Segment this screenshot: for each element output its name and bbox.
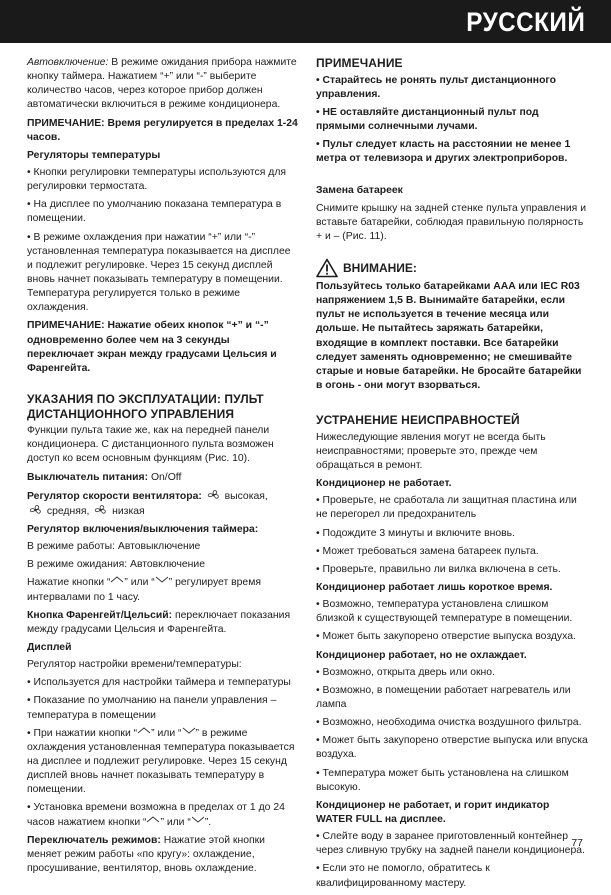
power-switch-value: On/Off [148, 471, 182, 483]
note-time-range: ПРИМЕЧАНИЕ: Время регулируется в пределах 1-24 часов. [27, 117, 298, 143]
display-item-text: • Установка времени возможна в пределах от 1 до 24 часов нажатием кнопки “ [27, 802, 285, 828]
language-header-bar [0, 0, 611, 43]
caret-up-icon [146, 816, 160, 823]
caret-down-icon [191, 816, 205, 823]
mode-switch-text: Нажатие этой кнопки меняет режим работы «по кругу»: охлаждение, просушивание, вентилятор, вновь охлаждение. [27, 834, 265, 874]
timer-adjust-text: Нажатие кнопки “ [27, 577, 111, 589]
troubleshooting-title: УСТРАНЕНИЕ НЕИСПРАВНОСТЕЙ [316, 413, 520, 428]
auto-on-label: Автовключение: [27, 57, 109, 68]
problem-item: • Возможно, открыта дверь или окно. [316, 666, 495, 678]
temp-controls-item: • На дисплее по умолчанию показана температура в помещении. [27, 199, 282, 225]
fan-icon [206, 489, 221, 501]
temp-controls-heading: Регуляторы температуры [27, 149, 161, 161]
note-celsius-fahrenheit: ПРИМЕЧАНИЕ: Нажатие обеих кнопок “+” и “-” одновременно более чем на 3 секунды переключает экран между градусами Цельсия и Фаренгейта. [27, 320, 277, 374]
note-item: • НЕ оставляйте дистанционный пульт под прямыми солнечными лучами. [316, 106, 539, 133]
timer-standby-mode: В режиме ожидания: Автовключение [27, 559, 205, 571]
warning-triangle-icon [316, 258, 338, 278]
display-item-text: ”. [204, 816, 212, 828]
timer-adjust-text: ” регулирует время интервалами по 1 часу. [27, 577, 261, 603]
troubleshooting-intro: Нижеследующие явления могут не всегда быть неисправностями; проверьте это, прежде чем обращаться в ремонт. [316, 431, 546, 472]
problem-heading: Кондиционер работает лишь короткое время. [316, 582, 553, 594]
problem-heading: Кондиционер не работает. [316, 478, 452, 490]
warning-title: ВНИМАНИЕ: [343, 260, 417, 275]
problem-item: • Слейте воду в заранее приготовленный контейнер через сливную трубку на задней панели кондиционера. [316, 831, 585, 857]
problem-item: • Если это не помогло, обратитесь к квалифицированному мастеру. [316, 863, 490, 889]
problem-item: • Может быть закупорено отверстие выпуска воздуха. [316, 631, 576, 643]
fan-icon [93, 504, 108, 516]
page-number: 77 [571, 836, 583, 849]
fan-icon [28, 504, 43, 516]
display-subheading: Регулятор настройки времени/температуры: [27, 659, 242, 671]
problem-item: • Подождите 3 минуты и включите вновь. [316, 527, 515, 539]
caret-up-icon [137, 727, 151, 734]
display-item-text: ” в режиме охлаждения установленная температура показывается на дисплее и подлежит регулировке. Через 15 секунд дисплей вновь начнет показывать температуру в помещении. [27, 727, 295, 796]
fan-speed-high: высокая, [221, 490, 268, 502]
timer-adjust-line [27, 576, 299, 604]
display-item-text: ” или “ [151, 727, 182, 739]
fahrenheit-celsius-line [27, 609, 299, 637]
fan-speed-low: низкая [109, 505, 145, 517]
right-column [316, 56, 588, 895]
fan-speed-medium: средняя, [44, 505, 90, 517]
display-heading: Дисплей [27, 642, 72, 654]
warning-text: Пользуйтесь только батарейками AAA или IEC R03 напряжением 1,5 В. Вынимайте батарейки, если пульт не используется в течение месяца или дольше. Не пытайтесь заряжать батарейки, входящие в комплект поставки. Все батарейки следует заменять одновременно; не смешивайте старые и новые батарейки. Не бросайте батарейки в огонь - они могут взорваться. [316, 281, 582, 392]
timer-adjust-text: ” или “ [124, 577, 155, 589]
problem-item: • Проверьте, правильно ли вилка включена в сеть. [316, 563, 561, 575]
left-column [27, 56, 299, 880]
mode-switch-line [27, 834, 299, 876]
note-heading: ПРИМЕЧАНИЕ [316, 56, 403, 70]
mode-switch-label: Переключатель режимов: [27, 834, 161, 846]
warning-header [316, 258, 588, 278]
display-item [27, 727, 299, 798]
battery-text: Снимите крышку на задней стенке пульта управления и вставьте батарейки, соблюдая правильную полярность + и – (Рис. 11). [316, 202, 587, 242]
problem-item: • Может быть закупорено отверстие выпуска или впуска воздуха. [316, 735, 588, 761]
problem-item: • Возможно, температура установлена слишком близкой к существующей температуре в помещении. [316, 599, 573, 625]
display-item-text: • При нажатии кнопки “ [27, 727, 138, 739]
auto-on-paragraph [27, 56, 299, 113]
problem-heading: Кондиционер работает, но не охлаждает. [316, 649, 527, 661]
fan-speed-line [27, 489, 299, 519]
fahrenheit-celsius-label: Кнопка Фаренгейт/Цельсий: [27, 609, 173, 621]
caret-down-icon [155, 576, 169, 583]
power-switch-label: Выключатель питания: [27, 471, 149, 483]
timer-work-mode: В режиме работы: Автовыключение [27, 541, 201, 553]
problem-item: • Возможно, необходима очистка воздушного фильтра. [316, 717, 582, 729]
display-item: • Используется для настройки таймера и температуры [27, 677, 291, 689]
problem-item: • Температура может быть установлена на слишком высокую. [316, 767, 569, 793]
temp-controls-item: • Кнопки регулировки температуры используются для регулировки термостата. [27, 166, 287, 193]
caret-up-icon [110, 576, 124, 583]
remote-intro: Функции пульта такие же, как на передней панели кондиционера. С дистанционного пульта возможен доступ ко всем основным функциям (Рис. 10). [27, 425, 274, 465]
note-item: • Пульт следует класть на расстоянии не менее 1 метра от телевизора и других электроприборов. [316, 139, 571, 165]
remote-section-title: УКАЗАНИЯ ПО ЭКСПЛУАТАЦИИ: ПУЛЬТ ДИСТАНЦИОННОГО УПРАВЛЕНИЯ [27, 391, 264, 421]
problem-item: • Возможно, в помещении работает нагреватель или лампа [316, 684, 571, 711]
problem-item: • Может требоваться замена батареек пульта. [316, 545, 539, 557]
battery-heading: Замена батареек [316, 185, 403, 197]
note-item: • Старайтесь не ронять пульт дистанционного управления. [316, 74, 556, 100]
temp-controls-item: • В режиме охлаждения при нажатии “+” или “-” установленная температура показывается на дисплее и подлежит регулировке. Через 15 секунд дисплей вновь начнет показывать температуру в помещении. Температура регулируется только в режиме охлаждения. [27, 231, 291, 314]
power-switch-line [27, 471, 299, 485]
language-title: РУССКИЙ [465, 7, 585, 37]
caret-down-icon [182, 727, 196, 734]
display-item [27, 801, 299, 829]
problem-item: • Проверьте, не сработала ли защитная пластина или не перегорел ли предохранитель [316, 495, 577, 521]
problem-heading: Кондиционер не работает, и горит индикатор WATER FULL на дисплее. [316, 799, 550, 826]
display-item: • Показание по умолчанию на панели управления – температура в помещении [27, 695, 277, 721]
fahrenheit-celsius-text: переключает показания между градусами Цельсия и Фаренгейта. [27, 609, 291, 635]
display-item-text: ” или “ [160, 816, 191, 828]
auto-on-text: В режиме ожидания прибора нажмите кнопку таймера. Нажатием “+” или “-” выберите количество часов, через которое прибор должен автоматически включиться в режиме кондиционера. [27, 57, 297, 111]
fan-speed-label: Регулятор скорости вентилятора: [27, 490, 202, 502]
timer-heading: Регулятор включения/выключения таймера: [27, 524, 259, 536]
